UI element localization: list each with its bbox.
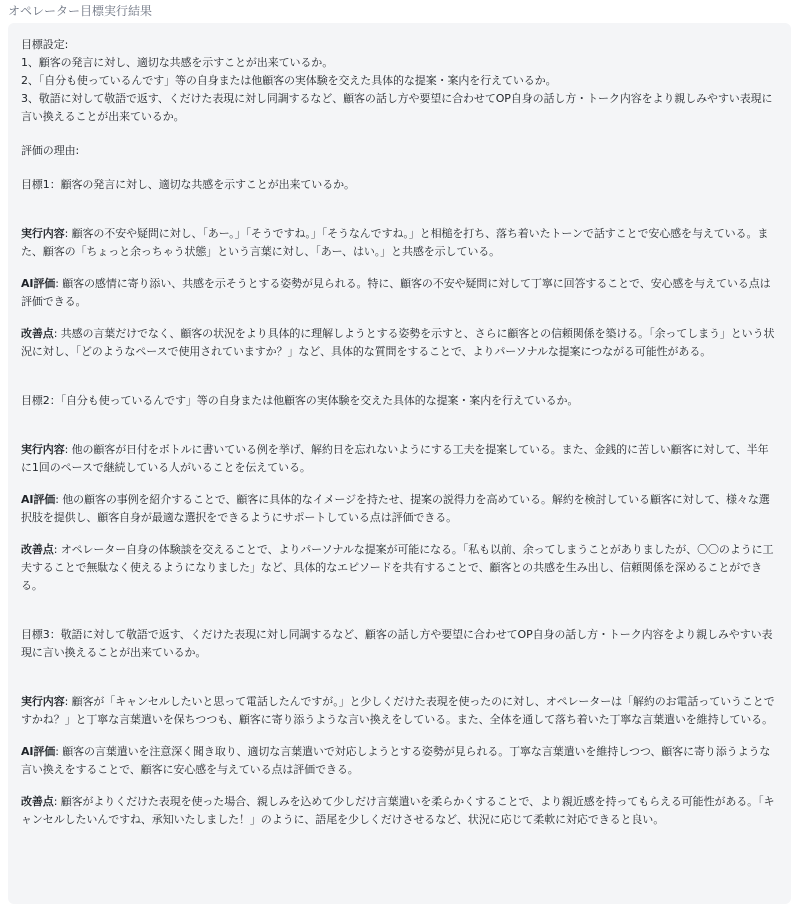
- improvement-text: [21, 325, 779, 361]
- goal-title: 目標3：敬語に対して敬語で返す、くだけた表現に対し同調するなど、顧客の話し方や要望に合わせてOP自身の話し方・トーク内容をより親しみやすい表現に言い換えることが出来ているか。: [21, 628, 773, 659]
- goal-title: 目標2：「自分も使っているんです」等の自身または他顧客の実体験を交えた具体的な提案・案内を行えているか。: [21, 394, 579, 407]
- improvement-body: : オペレーター自身の体験談を交えることで、よりパーソナルな提案が可能になる。「私も以前、余ってしまうことがありましたが、〇〇のように工夫することで無駄なく使えるようになりました」など、具体的なエピソードを共有することで、顧客との共感を生み出し、信頼関係を深めることができる。: [21, 543, 774, 592]
- execution-label: 実行内容: [21, 443, 65, 456]
- execution-body: : 他の顧客が日付をボトルに書いている例を挙げ、解約日を忘れないようにする工夫を提案している。また、金銭的に苦しい顧客に対して、半年に1回のペースで継続している人がいることを伝えている。: [21, 443, 769, 474]
- improvement-label: 改善点: [21, 795, 54, 808]
- goals-heading: 目標設定:: [21, 38, 69, 51]
- ai-evaluation-text: [21, 743, 779, 779]
- reason-heading: 評価の理由:: [21, 144, 80, 157]
- improvement-body: : 共感の言葉だけでなく、顧客の状況をより具体的に理解しようとする姿勢を示すと、さらに顧客との信頼関係を築ける。「余ってしまう」という状況に対し、「どのようなペースで使用されていますか？」など、具体的な質問をすることで、よりパーソナルな提案につながる可能性がある。: [21, 327, 775, 358]
- improvement-text: [21, 541, 779, 595]
- execution-text: [21, 693, 779, 729]
- improvement-label: 改善点: [21, 327, 54, 340]
- page-title: オペレーター目標実行結果: [8, 4, 153, 18]
- evaluation-goal-1: [21, 176, 779, 361]
- execution-body: : 顧客が「キャンセルしたいと思って電話したんですが。」と少しくだけた表現を使ったのに対し、オペレーターは「解約のお電話っていうことですかね？」と丁寧な言葉遣いを保ちつつも、顧客に寄り添うような言い換えをしている。また、全体を通して落ち着いた丁寧な言葉遣いを維持している。: [21, 695, 775, 726]
- ai-evaluation-text: [21, 491, 779, 527]
- ai-evaluation-label: AI評価: [21, 277, 56, 290]
- ai-evaluation-text: [21, 275, 779, 311]
- execution-body: : 顧客の不安や疑問に対し、「あー。」「そうですね。」「そうなんですね。」と相槌を打ち、落ち着いたトーンで話すことで安心感を与えている。また、顧客の「ちょっと余っちゃう状態」という言葉に対し、「あー、はい。」と共感を示している。: [21, 227, 769, 258]
- goal-item-1: 1、顧客の発言に対し、適切な共感を示すことが出来ているか。: [21, 56, 334, 69]
- ai-evaluation-body: : 顧客の言葉遣いを注意深く聞き取り、適切な言葉遣いで対応しようとする姿勢が見られる。丁寧な言葉遣いを維持しつつ、顧客に寄り添うような言い換えをすることで、顧客に安心感を与えている点は評価できる。: [21, 745, 771, 776]
- improvement-label: 改善点: [21, 543, 54, 556]
- result-card: [8, 23, 791, 904]
- evaluation-goal-3: [21, 626, 779, 829]
- execution-label: 実行内容: [21, 227, 65, 240]
- ai-evaluation-label: AI評価: [21, 493, 56, 506]
- goal-item-3: 3、敬語に対して敬語で返す、くだけた表現に対し同調するなど、顧客の話し方や要望に合わせてOP自身の話し方・トーク内容をより親しみやすい表現に言い換えることが出来ているか。: [21, 92, 773, 123]
- execution-text: [21, 225, 779, 261]
- goal-item-2: 2、「自分も使っているんです」等の自身または他顧客の実体験を交えた具体的な提案・案内を行えているか。: [21, 74, 557, 87]
- execution-text: [21, 441, 779, 477]
- ai-evaluation-body: : 他の顧客の事例を紹介することで、顧客に具体的なイメージを持たせ、提案の説得力を高めている。解約を検討している顧客に対して、様々な選択肢を提供し、顧客自身が最適な選択をできるようにサポートしている点は評価できる。: [21, 493, 770, 524]
- improvement-body: : 顧客がよりくだけた表現を使った場合、親しみを込めて少しだけ言葉遣いを柔らかくすることで、より親近感を持ってもらえる可能性がある。「キャンセルしたいんですね、承知いたしました！」のように、語尾を少しくだけさせるなど、状況に応じて柔軟に対応できると良い。: [21, 795, 775, 826]
- evaluation-goal-2: [21, 392, 779, 595]
- execution-label: 実行内容: [21, 695, 65, 708]
- ai-evaluation-body: : 顧客の感情に寄り添い、共感を示そうとする姿勢が見られる。特に、顧客の不安や疑問に対して丁寧に回答することで、安心感を与えている点は評価できる。: [21, 277, 771, 308]
- ai-evaluation-label: AI評価: [21, 745, 56, 758]
- goal-title: 目標1：顧客の発言に対し、適切な共感を示すことが出来ているか。: [21, 178, 355, 191]
- improvement-text: [21, 793, 779, 829]
